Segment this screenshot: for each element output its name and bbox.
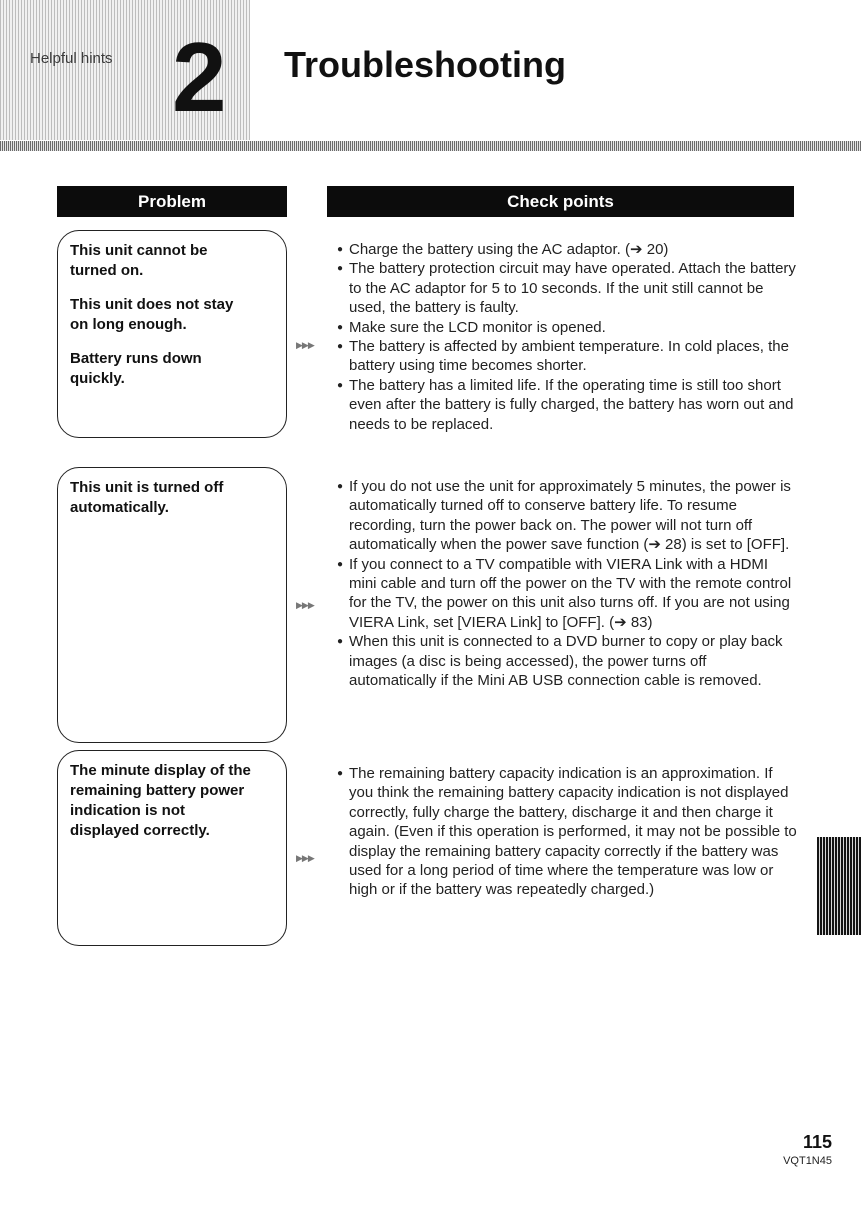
check-list-auto-off [337,477,797,690]
arrow-icon: ▶▶▶ [296,853,314,863]
problem-box-power [57,230,287,438]
problem-text: This unit does not stay on long enough. [70,296,234,333]
check-list-power [337,240,797,434]
document-code: VQT1N45 [783,1155,832,1167]
check-list-battery-display [337,764,797,900]
header-divider [0,141,861,151]
check-item: ● If you connect to a TV compatible with VIERA Link with a HDMI mini cable and turn off the power on the TV with the remote control for the TV, the power on this unit also turns off. If you are not using VIERA Link, set [VIERA Link] to [OFF]. (➔ 83) [337,555,797,633]
check-item: ● The battery protection circuit may have operated. Attach the battery to the AC adaptor for 5 to 10 seconds. If the unit still cannot be used, the battery is faulty. [337,259,797,317]
check-item: ● The remaining battery capacity indication is an approximation. If you think the remaining battery capacity indication is not displayed correctly, fully charge the battery, discharge it and then charge it again. (Even if this operation is performed, it may not be possible to display the remaining battery capacity correctly if the battery was used for a long period of time where the temperature was low or high or if the battery was repeatedly charged.) [337,764,797,900]
arrow-icon: ▶▶▶ [296,600,314,610]
page-number: 115 [802,1132,832,1152]
problem-box-auto-off [57,467,287,743]
check-item: ● If you do not use the unit for approximately 5 minutes, the power is automatically turned off to conserve battery life. To resume recording, turn the power back on. The power will not turn off automatically when the power save function (➔ 28) is set to [OFF]. [337,477,797,555]
check-item: ● Make sure the LCD monitor is opened. [337,318,797,337]
arrow-icon: ▶▶▶ [296,340,314,350]
check-item: ● The battery has a limited life. If the operating time is still too short even after the battery is fully charged, the battery has worn out and needs to be replaced. [337,376,797,434]
check-item: ● Charge the battery using the AC adaptor. (➔ 20) [337,240,797,259]
problem-box-battery-display [57,750,287,946]
check-points-column-header: Check points [327,186,794,217]
problem-text: This unit cannot be turned on. [70,242,208,279]
chapter-number: 2 [172,22,227,132]
page-title: Troubleshooting [284,44,566,85]
chapter-tab-label: Helpful hints [30,50,113,67]
problem-column-header: Problem [57,186,287,217]
problem-text: This unit is turned off automatically. [70,479,224,516]
problem-text: Battery runs down quickly. [70,350,202,387]
problem-text: The minute display of the remaining battery power indication is not displayed correctly. [70,762,251,839]
check-item: ● When this unit is connected to a DVD burner to copy or play back images (a disc is being accessed), the power turns off automatically if the Mini AB USB connection cable is removed. [337,632,797,690]
check-item: ● The battery is affected by ambient temperature. In cold places, the battery using time becomes shorter. [337,337,797,376]
side-index-tab [817,837,861,935]
